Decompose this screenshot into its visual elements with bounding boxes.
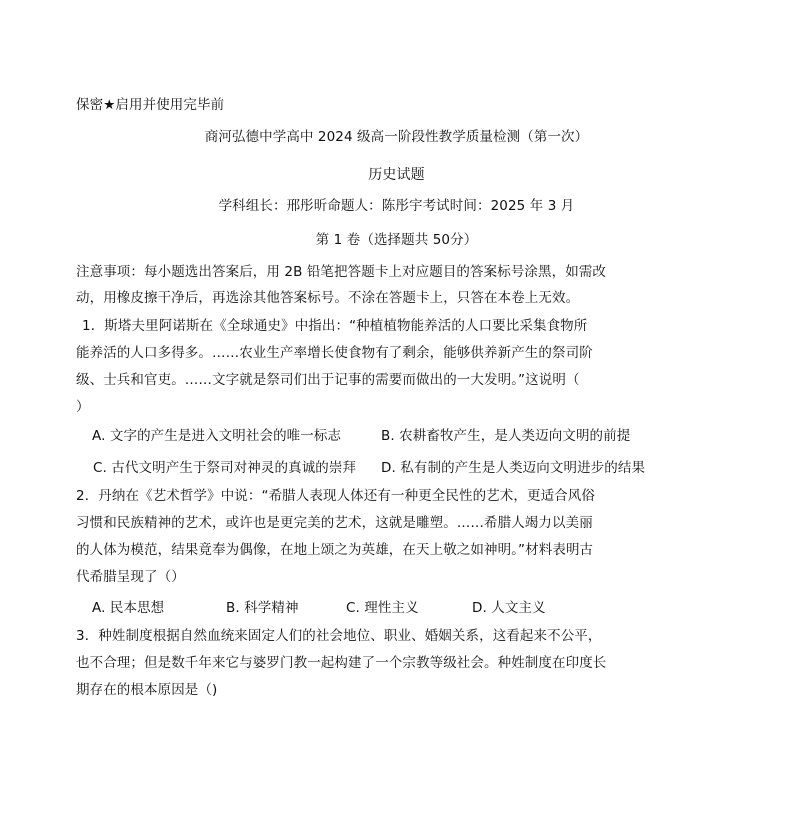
question-2-option-b: B. 科学精神 [226,600,299,616]
question-1-line-1: 1．斯塔夫里阿诺斯在《全球通史》中指出：“种植植物能养活的人口要比采集食物所 [82,318,588,334]
question-1-line-4: ） [76,399,90,415]
question-1-option-d: D. 私有制的产生是人类迈向文明进步的结果 [381,460,646,476]
question-1-option-c: C. 古代文明产生于祭司对神灵的真诚的崇拜 [93,460,357,476]
question-2-line-2: 习惯和民族精神的艺术，或许也是更完美的艺术，这就是雕塑。……希腊人竭力以美丽 [76,515,593,531]
notice-line-2: 动，用橡皮擦干净后，再选涂其他答案标号。不涂在答题卡上，只答在本卷上无效。 [76,290,580,306]
question-2-option-a: A. 民本思想 [92,600,165,616]
question-2-line-1: 2．丹纳在《艺术哲学》中说：“希腊人表现人体还有一种更全民性的艺术，更适合风俗 [76,488,595,504]
staff-line: 学科组长：邢彤昕命题人：陈彤宇考试时间：2025 年 3 月 [218,198,575,214]
confidential-label: 保密★启用并使用完毕前 [76,97,225,113]
question-3-line-2: 也不合理；但是数千年来它与婆罗门教一起构建了一个宗教等级社会。种姓制度在印度长 [76,655,607,671]
question-1-option-a: A. 文字的产生是进入文明社会的唯一标志 [92,428,342,444]
question-3-line-1: 3．种姓制度根据自然血统来固定人们的社会地位、职业、婚姻关系，这看起来不公平， [76,628,602,644]
question-2-option-c: C. 理性主义 [346,600,419,616]
question-3-line-3: 期存在的根本原因是（) [76,682,218,698]
question-2-line-3: 的人体为模范，结果竟奉为偶像，在地上颂之为英雄，在天上敬之如神明。”材料表明古 [76,542,594,558]
question-1-line-3: 级、士兵和官吏。……文字就是祭司们出于记事的需要而做出的一大发明。”这说明（ [76,372,580,388]
volume-heading: 第 1 卷（选择题共 50分） [315,232,478,248]
exam-title: 商河弘德中学高中 2024 级高一阶段性教学质量检测（第一次） [204,129,589,145]
question-2-line-4: 代希腊呈现了（） [76,569,185,585]
question-1-line-2: 能养活的人口多得多。……农业生产率增长使食物有了剩余，能够供养新产生的祭司阶 [76,345,593,361]
notice-line-1: 注意事项：每小题选出答案后，用 2B 铅笔把答题卡上对应题目的答案标号涂黑，如需改 [76,264,607,280]
subject-title: 历史试题 [368,167,425,183]
question-1-option-b: B. 农耕畜牧产生，是人类迈向文明的前提 [381,428,631,444]
question-2-option-d: D. 人文主义 [472,600,546,616]
